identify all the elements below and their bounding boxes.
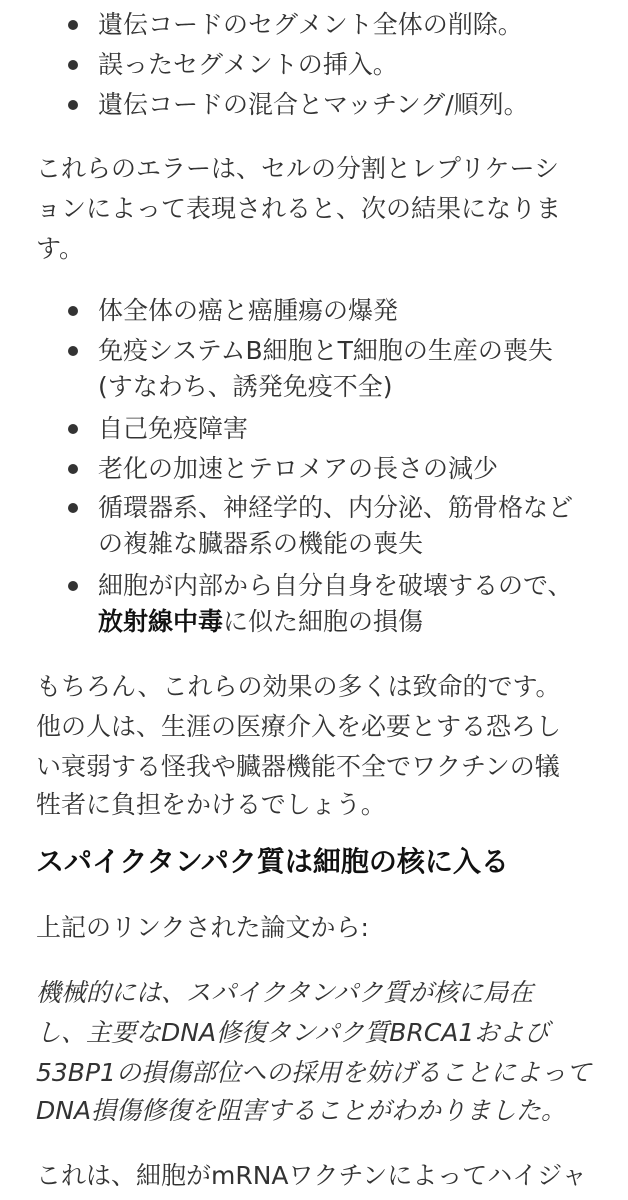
quote-line: 53BP1の損傷部位への採用を妨げることによって	[36, 1058, 591, 1087]
list-item: 循環器系、神経学的、内分泌、筋骨格など	[98, 493, 574, 522]
bullet-icon	[68, 503, 78, 513]
paragraph-line: い衰弱する怪我や臓器機能不全でワクチンの犠	[36, 752, 560, 781]
paragraph-line: もちろん、これらの効果の多くは致命的です。	[36, 672, 561, 701]
quote-line: DNA損傷修復を阻害することがわかりました。	[36, 1096, 567, 1125]
paragraph-line: これらのエラーは、セルの分割とレプリケーシ	[36, 154, 560, 183]
list-item: 老化の加速とテロメアの長さの減少	[98, 454, 499, 483]
list-item: 遺伝コードのセグメント全体の削除。	[98, 10, 523, 39]
list-item-continuation: (すなわち、誘発免疫不全)	[98, 372, 393, 401]
list-item: 体全体の癌と癌腫瘍の爆発	[98, 296, 399, 325]
paragraph-line: す。	[36, 234, 85, 263]
quote-line: 機械的には、スパイクタンパク質が核に局在	[36, 978, 534, 1007]
list-item-rest: に似た細胞の損傷	[223, 607, 424, 636]
list-item-continuation	[98, 605, 423, 639]
bullet-icon	[68, 581, 78, 591]
bullet-icon	[68, 306, 78, 316]
paragraph-line: 牲者に負担をかけるでしょう。	[36, 790, 386, 819]
quote-line: し、主要なDNA修復タンパク質BRCA1および	[36, 1018, 550, 1047]
paragraph-line: これは、細胞がmRNAワクチンによってハイジャ	[36, 1161, 587, 1190]
bullet-icon	[68, 20, 78, 30]
bullet-icon	[68, 100, 78, 110]
list-item: 遺伝コードの混合とマッチング/順列。	[98, 90, 529, 119]
list-item: 細胞が内部から自分自身を破壊するので、	[98, 571, 573, 600]
section-heading: スパイクタンパク質は細胞の核に入る	[36, 845, 509, 878]
bullet-icon	[68, 424, 78, 434]
list-item-continuation: の複雑な臓器系の機能の喪失	[98, 529, 424, 558]
paragraph-line: ョンによって表現されると、次の結果になりま	[36, 194, 562, 223]
bullet-icon	[68, 60, 78, 70]
section-intro: 上記のリンクされた論文から:	[36, 913, 369, 942]
list-item: 免疫システムB細胞とT細胞の生産の喪失	[98, 336, 553, 365]
paragraph-line: 他の人は、生涯の医療介入を必要とする恐ろし	[36, 712, 562, 741]
list-item: 誤ったセグメントの挿入。	[98, 50, 398, 79]
list-item: 自己免疫障害	[98, 414, 249, 443]
emphasis-radiation-poisoning: 放射線中毒	[98, 607, 224, 636]
bullet-icon	[68, 464, 78, 474]
bullet-icon	[68, 346, 78, 356]
